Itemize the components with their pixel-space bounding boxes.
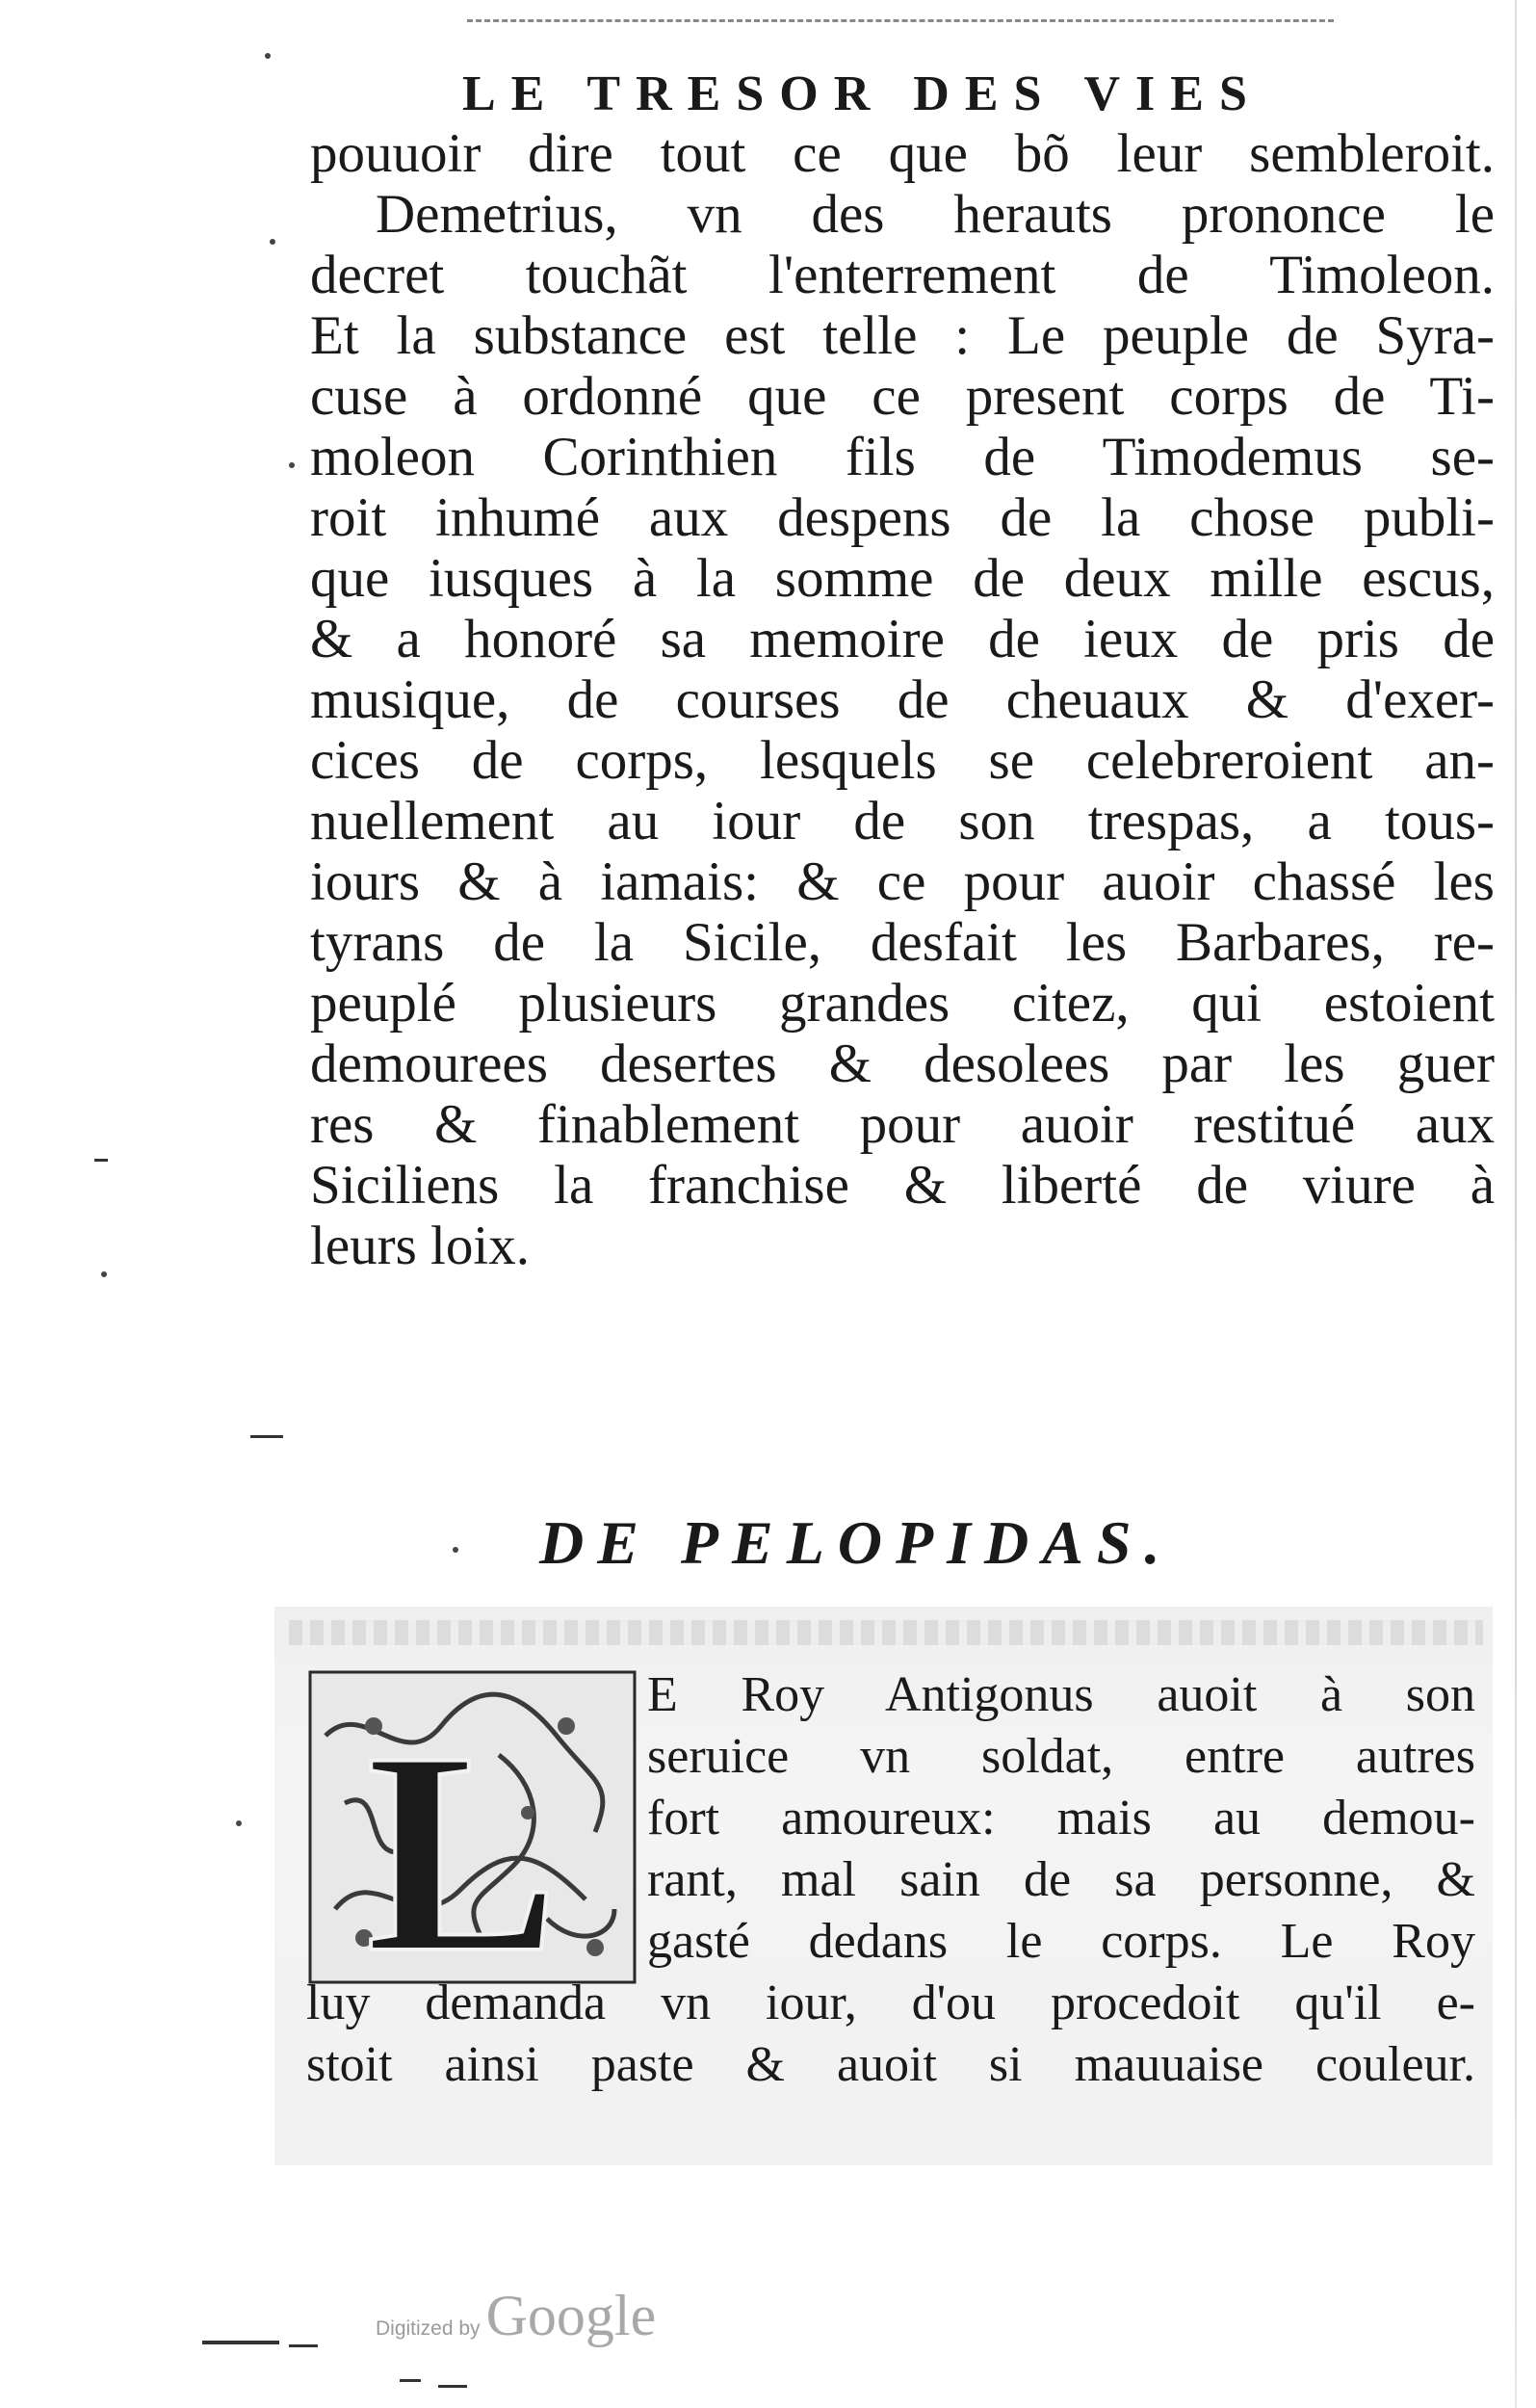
decorated-initial xyxy=(306,1668,638,1986)
text-line: rant, mal sain de sa personne, & xyxy=(647,1852,1475,1907)
text-line: peuplé plusieurs grandes citez, qui estoient xyxy=(310,973,1495,1034)
bleed-through-text xyxy=(289,1620,1483,1645)
margin-mark xyxy=(438,2385,467,2388)
text-line: decret touchãt l'enterrement de Timoleon. xyxy=(310,245,1495,305)
text-line: leurs loix. xyxy=(310,1216,530,1276)
page-edge-rule xyxy=(1515,0,1517,2408)
text-line: & a honoré sa memoire de ieux de pris de xyxy=(310,609,1495,669)
text-line: demourees desertes & desolees par les guer xyxy=(310,1034,1495,1094)
text-line: Et la substance est telle : Le peuple de Syra- xyxy=(310,305,1495,366)
margin-dot xyxy=(453,1547,458,1553)
text-line: res & finablement pour auoir restitué aux xyxy=(310,1094,1495,1155)
margin-dot xyxy=(265,53,271,59)
text-line: tyrans de la Sicile, desfait les Barbares, re- xyxy=(310,912,1495,973)
text-line: E Roy Antigonus auoit à son xyxy=(647,1667,1475,1722)
text-line: pouuoir dire tout ce que bõ leur sembleroit. xyxy=(310,123,1495,184)
text-line: fort amoureux: mais au demou- xyxy=(647,1791,1475,1845)
text-line: iours & à iamais: & ce pour auoir chassé les xyxy=(310,851,1495,912)
top-print-marks xyxy=(467,19,1334,30)
section-title: DE PELOPIDAS. xyxy=(539,1508,1174,1577)
text-line: cuse à ordonné que ce present corps de Ti- xyxy=(310,366,1495,427)
text-line: moleon Corinthien fils de Timodemus se- xyxy=(310,427,1495,487)
text-line: seruice vn soldat, entre autres xyxy=(647,1729,1475,1784)
text-line: nuellement au iour de son trespas, a tous- xyxy=(310,791,1495,851)
digitization-watermark xyxy=(376,2283,656,2349)
margin-mark xyxy=(202,2341,279,2344)
margin-mark xyxy=(289,2344,318,2347)
text-line: musique, de courses de cheuaux & d'exer- xyxy=(310,669,1495,730)
paragraph-full-width xyxy=(306,1973,1475,2096)
margin-dot xyxy=(270,239,275,245)
google-logo: Google xyxy=(485,2284,657,2347)
margin-dot xyxy=(236,1820,242,1826)
text-line: stoit ainsi paste & auoit si mauuaise couleur. xyxy=(306,2037,1475,2092)
paragraph-beside-initial xyxy=(647,1664,1475,1973)
text-line: gasté dedans le corps. Le Roy xyxy=(647,1914,1475,1969)
margin-mark xyxy=(250,1435,283,1438)
text-line: Siciliens la franchise & liberté de viure à xyxy=(310,1155,1495,1216)
margin-mark xyxy=(400,2379,421,2382)
margin-mark xyxy=(94,1159,108,1162)
text-line: que iusques à la somme de deux mille escus, xyxy=(310,548,1495,609)
text-line: cices de corps, lesquels se celebreroient an- xyxy=(310,730,1495,791)
drop-cap-letter: L xyxy=(366,1692,560,1986)
digitized-label: Digitized by xyxy=(376,2317,481,2340)
running-head: LE TRESOR DES VIES xyxy=(462,66,1263,121)
text-line: roit inhumé aux despens de la chose publi- xyxy=(310,487,1495,548)
text-line: luy demanda vn iour, d'ou procedoit qu'il e- xyxy=(306,1976,1475,2030)
margin-dot xyxy=(101,1271,107,1277)
margin-dot xyxy=(289,462,295,468)
text-line: Demetrius, vn des herauts prononce le xyxy=(376,184,1495,245)
main-text-block xyxy=(310,123,1495,1276)
